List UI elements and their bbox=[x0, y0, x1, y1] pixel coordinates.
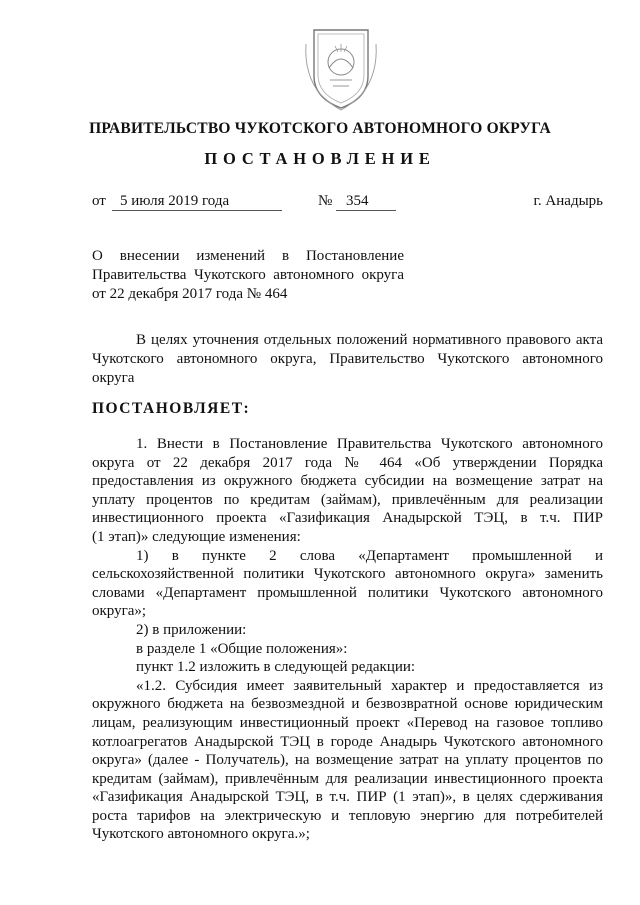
resolution-body bbox=[92, 435, 603, 844]
body-line: инвестиционного проекта «Газификация Анадырской ТЭЦ, в т.ч. ПИР bbox=[92, 510, 603, 527]
preamble-line: округа bbox=[92, 369, 135, 386]
body-line: сельскохозяйственной политики Чукотского автономного округа» заменить bbox=[92, 566, 603, 583]
body-line: 1) в пункте 2 слова «Департамент промышленной и bbox=[136, 547, 603, 564]
subject-line: Правительства Чукотского автономного округа bbox=[92, 266, 404, 283]
document-type: ПОСТАНОВЛЕНИЕ bbox=[204, 149, 436, 168]
body-line: округа» (далее - Получатель), на возмещение затрат на уплату процентов по bbox=[92, 752, 603, 769]
body-line: (1 этап)» следующие изменения: bbox=[92, 528, 301, 545]
body-line: лицам, реализующим инвестиционный проект «Перевод на газовое топливо bbox=[92, 714, 603, 731]
date-value: 5 июля 2019 года bbox=[112, 193, 282, 211]
body-line: «Газификация Анадырской ТЭЦ, в т.ч. ПИР (1 этап)», в целях сдерживания bbox=[92, 789, 603, 806]
body-line: предоставления из окружного бюджета субсидии на возмещение затрат на bbox=[92, 473, 603, 490]
body-line: Чукотского автономного округа.»; bbox=[92, 826, 310, 843]
number-value: 354 bbox=[336, 193, 396, 211]
document-date bbox=[112, 193, 282, 211]
body-line: роста тарифов на электрическую и тепловую энергию для потребителей bbox=[92, 807, 603, 824]
resolve-heading: ПОСТАНОВЛЯЕТ: bbox=[92, 400, 251, 417]
body-line: округа»; bbox=[92, 603, 147, 620]
document-number bbox=[336, 193, 396, 211]
body-line: «1.2. Субсидия имеет заявительный характер и предоставляется из bbox=[136, 677, 603, 694]
coat-of-arms-icon bbox=[300, 24, 382, 114]
document-subject bbox=[92, 247, 404, 303]
preamble bbox=[92, 331, 603, 387]
from-label: от bbox=[92, 193, 106, 209]
body-line: окружного бюджета на безвозмездной и безвозвратной основе юридическим bbox=[92, 696, 603, 713]
government-title: ПРАВИТЕЛЬСТВО ЧУКОТСКОГО АВТОНОМНОГО ОКРУГА bbox=[89, 120, 551, 137]
body-line: кредитам (займам), привлечённым для реализации инвестиционного проекта bbox=[92, 770, 603, 787]
body-line: уплату процентов по кредитам (займам), привлечённым для реализации bbox=[92, 491, 603, 508]
preamble-line: Чукотского автономного округа, Правительство Чукотского автономного bbox=[92, 350, 603, 367]
body-line: в разделе 1 «Общие положения»: bbox=[136, 640, 348, 657]
body-line: словами «Департамент промышленной политики Чукотского автономного bbox=[92, 584, 603, 601]
city: г. Анадырь bbox=[533, 193, 603, 209]
body-line: округа от 22 декабря 2017 года № 464 «Об утверждении Порядка bbox=[92, 454, 603, 471]
body-line: пункт 1.2 изложить в следующей редакции: bbox=[136, 659, 416, 676]
body-line: котлоагрегатов Анадырской ТЭЦ в городе Анадырь Чукотского автономного bbox=[92, 733, 603, 750]
subject-line: О внесении изменений в Постановление bbox=[92, 248, 404, 264]
number-label: № bbox=[318, 193, 333, 209]
preamble-line: В целях уточнения отдельных положений нормативного правового акта bbox=[136, 332, 603, 348]
body-line: 2) в приложении: bbox=[136, 621, 247, 638]
subject-line: от 22 декабря 2017 года № 464 bbox=[92, 285, 288, 302]
body-line: 1. Внести в Постановление Правительства Чукотского автономного bbox=[136, 436, 603, 452]
